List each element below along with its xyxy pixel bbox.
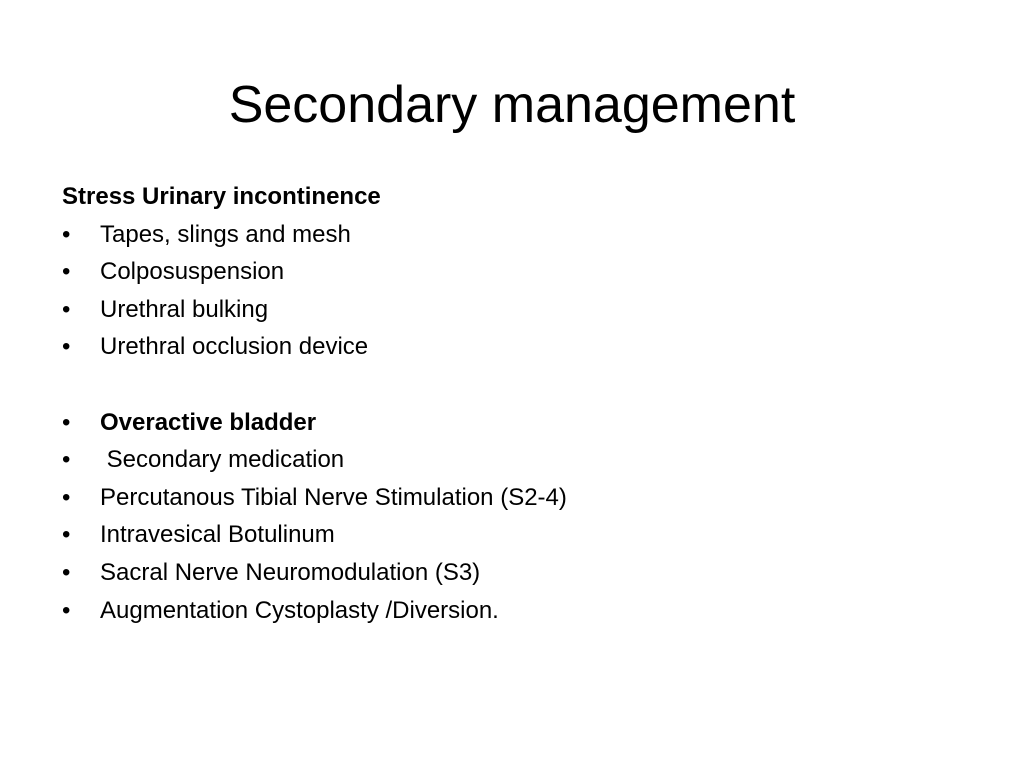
bullet-icon: • [62,558,71,586]
bullet-icon: • [62,446,71,474]
list-item [62,441,962,479]
list-item [62,216,962,254]
bullet-icon: • [62,408,71,436]
list-item-text: Tapes, slings and mesh [100,220,351,248]
list-item [62,253,962,291]
list-item [62,592,962,630]
list-item-text: Sacral Nerve Neuromodulation (S3) [100,558,481,586]
section-heading-overactive-bladder [62,404,962,442]
bullet-icon: • [62,521,71,549]
bullet-icon: • [62,596,71,624]
list-item [62,291,962,329]
bullet-icon: • [62,333,71,361]
list-item-text: Percutanous Tibial Nerve Stimulation (S2-4) [100,483,567,511]
section-heading-text: Overactive bladder [100,408,317,436]
section-heading-stress-urinary-incontinence: Stress Urinary incontinence [62,183,381,210]
list-item-text: Intravesical Botulinum [100,521,335,549]
list-item [62,554,962,592]
bullet-icon: • [62,483,71,511]
bullet-icon: • [62,295,71,323]
slide-body [62,178,962,629]
list-item-text: Urethral bulking [100,295,269,323]
list-item [62,328,962,366]
spacer [62,366,962,404]
list-item [62,479,962,517]
slide-title: Secondary management [228,76,796,134]
list-item [62,516,962,554]
list-item-text: Secondary medication [100,446,345,474]
list-item-text: Augmentation Cystoplasty /Diversion. [100,596,499,624]
list-item-text: Colposuspension [100,258,285,286]
list-item-text: Urethral occlusion device [100,333,369,361]
bullet-icon: • [62,258,71,286]
bullet-icon: • [62,220,71,248]
